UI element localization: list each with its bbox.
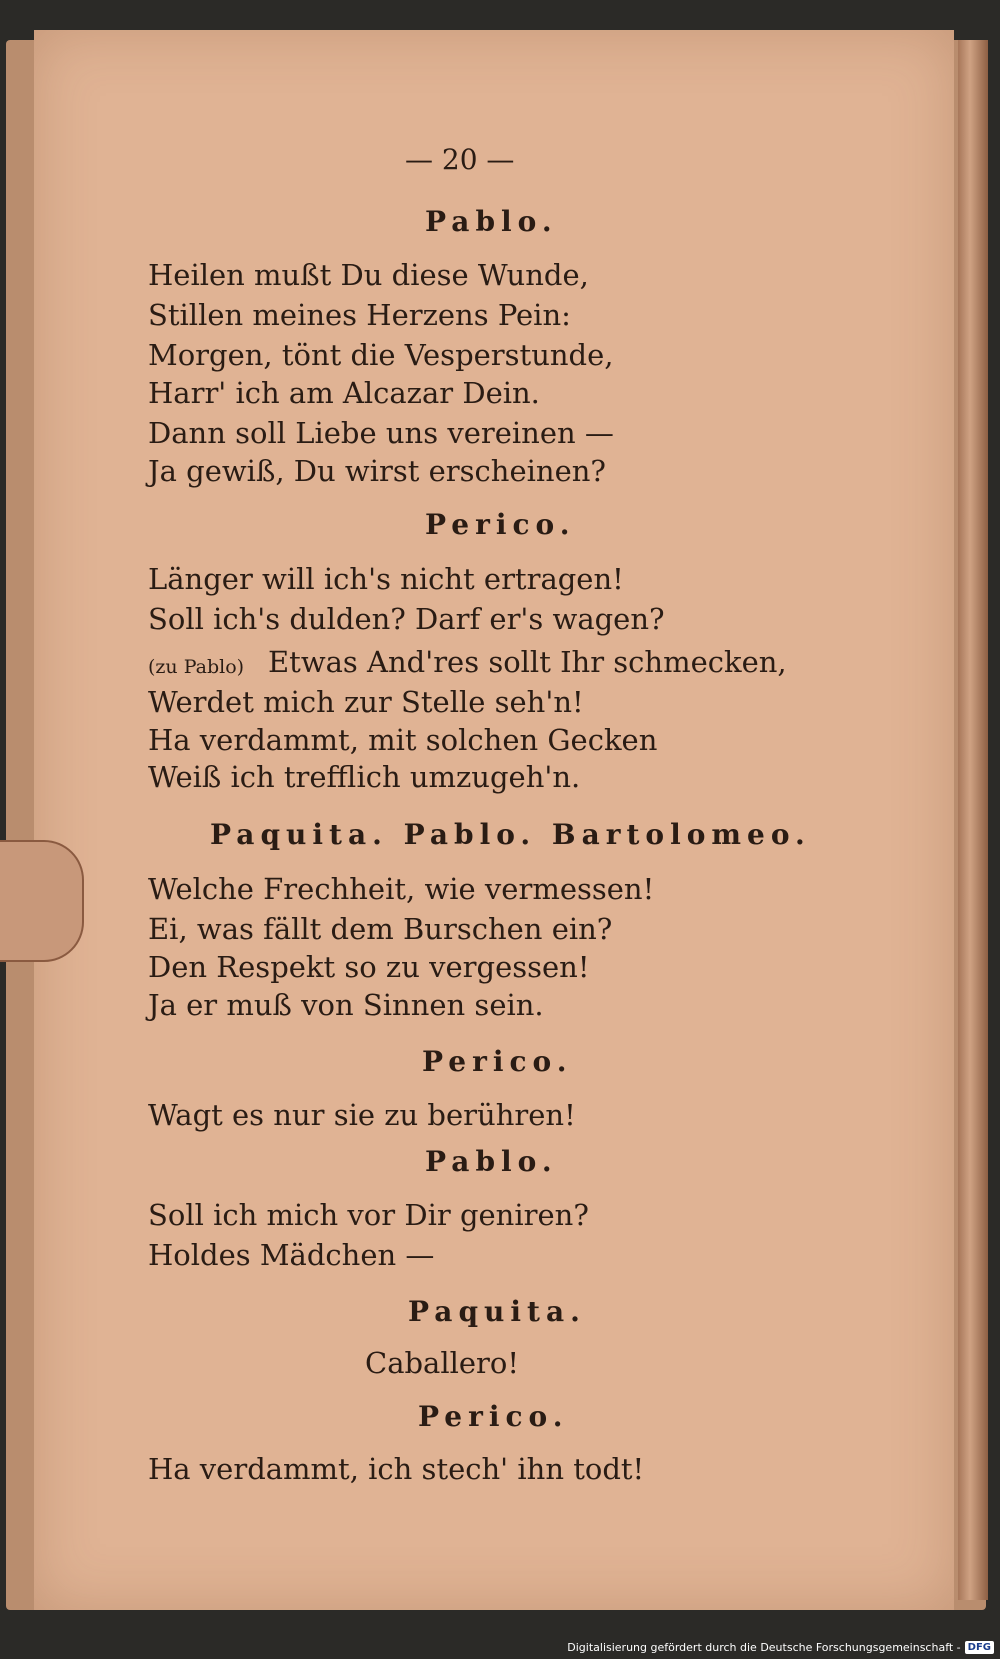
verse-line: Holdes Mädchen — [148, 1238, 435, 1272]
verse-line: Heilen mußt Du diese Wunde, [148, 258, 589, 292]
speaker-ensemble: Paquita. Pablo. Bartolomeo. [210, 818, 811, 851]
page-edge [958, 40, 988, 1600]
speaker-pablo: Pablo. [425, 205, 558, 238]
dfg-logo: DFG [965, 1641, 994, 1654]
verse-line: Morgen, tönt die Vesperstunde, [148, 338, 614, 372]
speaker-perico: Perico. [425, 508, 576, 541]
page-tab [0, 840, 84, 962]
speaker-paquita: Paquita. [408, 1295, 586, 1328]
speaker-perico: Perico. [418, 1400, 569, 1433]
speaker-perico: Perico. [422, 1045, 573, 1078]
footer-credit: Digitalisierung gefördert durch die Deutsche Forschungsgemeinschaft - [567, 1640, 961, 1654]
verse-line: Soll ich mich vor Dir geniren? [148, 1198, 589, 1232]
stage-direction: (zu Pablo) [148, 656, 245, 678]
verse-line: Dann soll Liebe uns vereinen — [148, 416, 614, 450]
verse-line: Caballero! [365, 1346, 520, 1380]
verse-line: Den Respekt so zu vergessen! [148, 950, 590, 984]
verse-line: Länger will ich's nicht ertragen! [148, 562, 624, 596]
verse-line: Soll ich's dulden? Darf er's wagen? [148, 602, 665, 636]
page-number: — 20 — [405, 143, 515, 176]
verse-line: Stillen meines Herzens Pein: [148, 298, 571, 332]
verse-line: Ja er muß von Sinnen sein. [148, 988, 544, 1022]
verse-line: Ja gewiß, Du wirst erscheinen? [148, 454, 606, 488]
speaker-pablo: Pablo. [425, 1145, 558, 1178]
verse-line: Ha verdammt, mit solchen Gecken [148, 723, 658, 757]
verse-line: Harr' ich am Alcazar Dein. [148, 376, 540, 410]
verse-line: Ha verdammt, ich stech' ihn todt! [148, 1452, 645, 1486]
verse-line: Etwas And'res sollt Ihr schmecken, [268, 645, 787, 679]
verse-line: Welche Frechheit, wie vermessen! [148, 872, 655, 906]
verse-line: Wagt es nur sie zu berühren! [148, 1098, 576, 1132]
verse-line: Weiß ich trefflich umzugeh'n. [148, 760, 581, 794]
verse-line: Werdet mich zur Stelle seh'n! [148, 685, 584, 719]
digitization-footer [567, 1637, 994, 1657]
verse-line: Ei, was fällt dem Burschen ein? [148, 912, 613, 946]
